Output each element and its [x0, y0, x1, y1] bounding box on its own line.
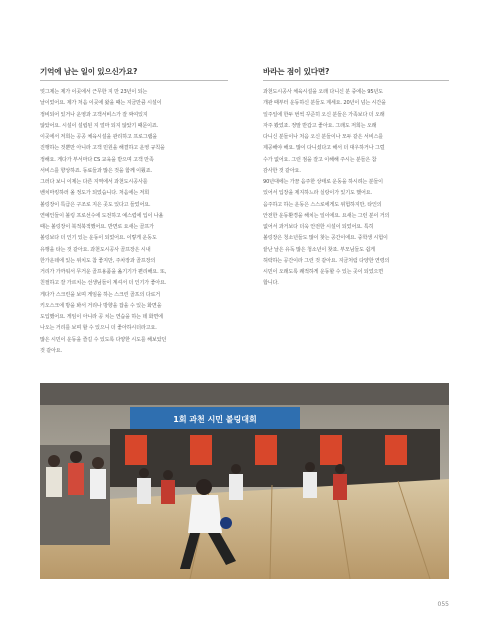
- text-line: 있어서 입장을 제지하느라 실랑이가 있기도 했어요.: [263, 190, 372, 197]
- text-line: 없어서 과거보다 더욱 안전한 시설이 되었어요. 특히: [263, 224, 374, 230]
- bowling-alley-photo: [40, 383, 449, 579]
- text-line: 게다가 스크린을 보며 게임을 하는 스크린 골프의 다로거: [40, 291, 161, 298]
- text-line: 거리가 가까워서 무거운 골프용품을 옮기기가 편리해요. 또,: [40, 269, 167, 275]
- text-line: 벤치마킹하러 올 정도가 되었습니다. 처음에는 저희: [40, 190, 149, 197]
- text-line: 수가 없어요. 그런 점을 잘고 이해해 주시는 분들은 참: [263, 156, 377, 163]
- text-line: 이곳에서 저희는 공공 체육시설을 관리하고 프로그램을: [40, 134, 158, 140]
- text-line: 자주 봤었죠. 정말 반갑고 좋아요. 그래도 저희는 오래: [263, 122, 377, 129]
- section-heading-wishes: 바라는 점이 있다면?: [263, 66, 449, 81]
- text-line: 시민이 오래도록 쾌적하게 운동할 수 있는 곳이 되었으면: [263, 269, 384, 275]
- text-line: 엊그제는 제가 이곳에서 근무한 지 만 23년이 되는: [40, 89, 148, 95]
- text-line: 볼링장은 청소년들도 많이 찾는 공간이에요. 중학생 시험이: [263, 235, 388, 242]
- right-column: [263, 66, 449, 290]
- bowling-scene-illustration: [40, 383, 449, 579]
- text-line: 것 같아요.: [40, 347, 63, 354]
- text-line: 정비되어 있거나 운영과 고객서비스가 잘 짜여있지: [40, 111, 148, 118]
- text-line: 서비스를 향상하죠. 동료들과 많은 것을 함께 이뤘죠.: [40, 167, 152, 174]
- text-line: 많은 시민이 운동을 즐길 수 있도록 다양한 시도를 해보았던: [40, 336, 167, 343]
- text-line: 제공해야 해요. 많이 다니셨다고 해서 더 대우하거나 그럴: [263, 145, 385, 152]
- right-paragraph: [263, 87, 449, 290]
- bowling-ball: [220, 517, 232, 529]
- text-line: 나오는 거리를 보며 할 수 있으니 더 좋아하시더라고요.: [40, 325, 157, 332]
- text-line: 합니다.: [263, 280, 279, 287]
- page-number: 055: [437, 601, 449, 608]
- text-line: 볼링장이 특급은 구조로 지은 곳도 있다고 들었어요.: [40, 201, 151, 208]
- text-line: 안전한 운동환경을 해치는 일이에요. 요새는 그런 분이 거의: [263, 212, 390, 219]
- text-line: 볼링보다 더 인기 있는 운동이 되었어요. 이렇게 운동도: [40, 235, 157, 242]
- text-line: 날이었어요. 제가 처음 이곳에 왔을 때는 지금만큼 시설이: [40, 100, 162, 107]
- text-line: 다니신 분들이나 처음 오신 분들이나 모두 같은 서비스를: [263, 134, 384, 140]
- text-line: 연예인들이 볼링 프로선수에 도전하고 예스럽에 입이 나올: [40, 212, 164, 219]
- banner-text: 1회 과천 시민 볼링대회: [173, 415, 257, 424]
- text-line: 때는 볼링장이 북적북적했어요. 반면로 요새는 골프가: [40, 224, 154, 230]
- text-line: 음주하고 하는 운동은 스스로에게도 위험하지만, 타인의: [263, 201, 382, 208]
- text-line: 과천도시공사 체육시설을 오래 다니신 분 중에는 95년도: [263, 89, 383, 95]
- text-line: 않았어요. 시설이 설립된 지 얼마 되지 않았기 때문이죠.: [40, 122, 159, 129]
- text-line: 정해요. 게다가 부서마다 CS 교육을 받으며 고객 만족: [40, 156, 154, 163]
- text-line: 진행하는 것뿐만 아니라 고객 민원을 해결하고 운영 규칙을: [40, 145, 165, 152]
- text-line: 도입했어요. 게임이 아니라 공 치는 연습을 하는 데 화면에: [40, 314, 163, 320]
- text-line: 개관 때부터 운동하신 분들도 계세요. 20년이 넘는 시간을: [263, 100, 386, 107]
- text-line: 감사한 것 같아요.: [263, 167, 301, 174]
- text-line: 90년대에는 가끔 음주한 상태로 운동을 하시려는 분들이: [263, 179, 383, 185]
- text-line: 일주일에 한두 번씩 꾸준히 오신 분들은 가족보다 더 오래: [263, 111, 385, 118]
- text-line: 허락하는 공간이라 그런 것 같아요. 지금처럼 다양한 연령의: [263, 257, 390, 264]
- left-paragraph: [40, 87, 228, 357]
- text-line: 유행을 타는 것 같아요. 과천도시공사 골프장은 시내: [40, 246, 151, 253]
- section-heading-memorable: 기억에 남는 일이 있으신가요?: [40, 66, 228, 81]
- text-line: 그러다 보니 이제는 다른 지역에서 과천도시공사를: [40, 179, 148, 185]
- text-line: 끝난 날은 유독 많은 청소년이 찾죠. 부모님들도 쉽게: [263, 246, 375, 253]
- text-line: 한가운데에 있는 위치도 참 좋지만, 주차장과 골프장의: [40, 257, 156, 264]
- text-line: 친절하고 잘 가르치는 선생님들이 계셔서 더 인기가 좋아요.: [40, 280, 167, 287]
- text-line: 키오스크에 방을 봐서 거리나 방향을 잡을 수 있는 화면을: [40, 302, 162, 309]
- left-column: [40, 66, 228, 357]
